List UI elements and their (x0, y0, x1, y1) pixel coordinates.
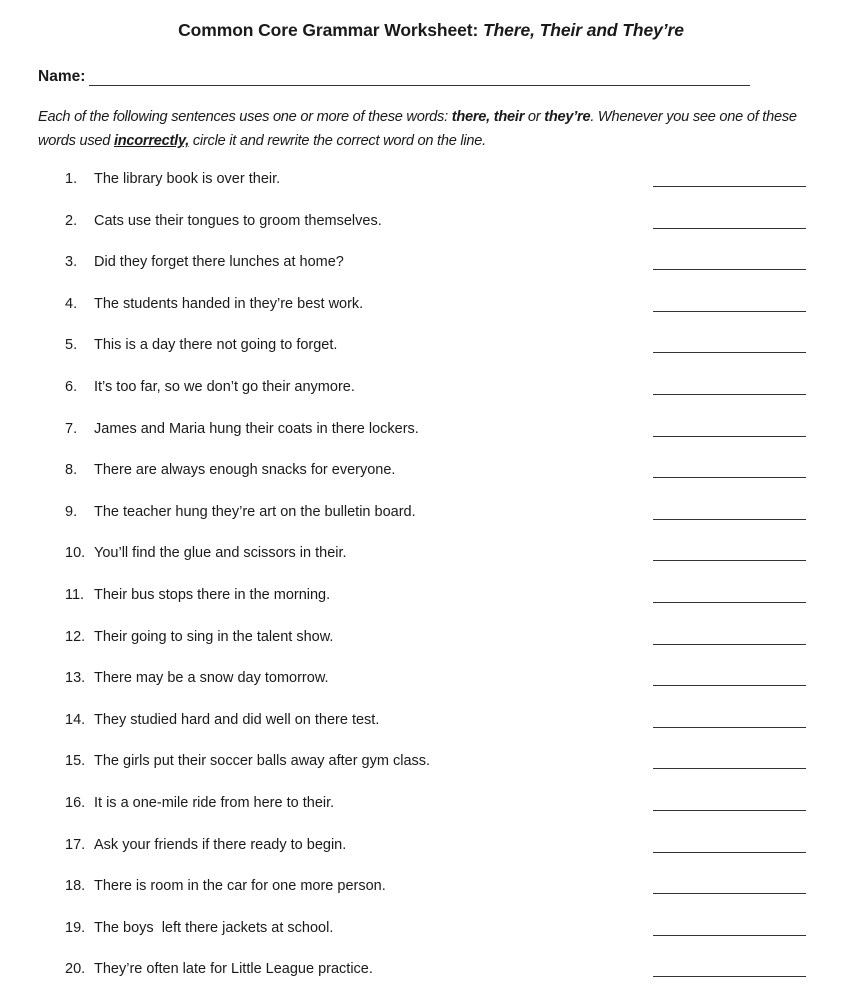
question-number: 7. (65, 420, 78, 437)
question-item (0, 753, 862, 795)
name-row (38, 64, 750, 86)
answer-line[interactable] (653, 311, 806, 312)
instructions-text-1: Each of the following sentences uses one or more of these words: (38, 109, 452, 125)
question-sentence: They studied hard and did well on there test. (94, 711, 380, 728)
question-item (0, 504, 862, 546)
question-sentence: There is room in the car for one more person. (94, 878, 386, 895)
question-item (0, 462, 862, 504)
question-sentence: There may be a snow day tomorrow. (94, 670, 329, 687)
question-sentence: They’re often late for Little League practice. (94, 961, 373, 978)
question-sentence: There are always enough snacks for everyone. (94, 462, 396, 479)
question-sentence: Ask your friends if there ready to begin. (94, 836, 347, 853)
answer-line[interactable] (653, 644, 806, 645)
answer-line[interactable] (653, 394, 806, 395)
answer-line[interactable] (653, 727, 806, 728)
instructions-text-4: circle it and rewrite the correct word on the line. (189, 133, 486, 149)
question-item (0, 171, 862, 213)
title-main: Common Core Grammar Worksheet: (178, 20, 483, 40)
answer-line[interactable] (653, 352, 806, 353)
name-answer-line[interactable] (89, 69, 750, 86)
question-number: 3. (65, 254, 78, 271)
question-number: 11. (65, 586, 85, 603)
question-number: 5. (65, 337, 78, 354)
question-sentence: Did they forget there lunches at home? (94, 254, 344, 271)
answer-line[interactable] (653, 436, 806, 437)
question-item (0, 545, 862, 587)
question-sentence: This is a day there not going to forget. (94, 337, 338, 354)
question-item (0, 337, 862, 379)
question-number: 15. (65, 753, 86, 770)
question-number: 8. (65, 462, 78, 479)
question-number: 14. (65, 711, 86, 728)
question-number: 12. (65, 628, 86, 645)
answer-line[interactable] (653, 685, 806, 686)
question-sentence: James and Maria hung their coats in there lockers. (94, 420, 419, 437)
question-item (0, 296, 862, 338)
question-number: 9. (65, 503, 78, 520)
question-sentence: Their going to sing in the talent show. (94, 628, 334, 645)
answer-line[interactable] (653, 186, 806, 187)
question-number: 17. (65, 836, 86, 853)
answer-line[interactable] (653, 976, 806, 977)
answer-line[interactable] (653, 560, 806, 561)
question-number: 10. (65, 545, 86, 562)
question-sentence: Cats use their tongues to groom themselves. (94, 212, 382, 229)
question-item (0, 795, 862, 837)
question-number: 6. (65, 378, 78, 395)
instructions (38, 105, 828, 153)
instructions-text-3: . Whenever you see one of these words used (38, 109, 797, 149)
question-number: 19. (65, 919, 86, 936)
question-sentence: Their bus stops there in the morning. (94, 586, 331, 603)
question-item (0, 878, 862, 920)
answer-line[interactable] (653, 228, 806, 229)
instructions-word-2: they’re (544, 109, 591, 125)
answer-line[interactable] (653, 602, 806, 603)
question-item (0, 213, 862, 255)
question-number: 20. (65, 961, 86, 978)
question-number: 16. (65, 794, 86, 811)
answer-line[interactable] (653, 519, 806, 520)
answer-line[interactable] (653, 768, 806, 769)
question-item (0, 920, 862, 962)
question-item (0, 670, 862, 712)
instructions-text-2: or (524, 109, 545, 125)
answer-line[interactable] (653, 852, 806, 853)
question-item (0, 837, 862, 879)
question-sentence: The boys left there jackets at school. (94, 919, 334, 936)
question-sentence: The library book is over their. (94, 171, 281, 187)
answer-line[interactable] (653, 477, 806, 478)
question-sentence: You’ll find the glue and scissors in their. (94, 545, 347, 562)
question-number: 1. (65, 171, 78, 187)
name-label: Name: (38, 68, 86, 85)
title-italic: There, Their and They’re (482, 20, 684, 40)
question-item (0, 629, 862, 671)
instructions-emphasis: incorrectly, (113, 133, 190, 149)
worksheet-title (0, 20, 862, 41)
question-sentence: The girls put their soccer balls away after gym class. (94, 753, 431, 770)
question-sentence: It is a one-mile ride from here to their. (94, 794, 335, 811)
question-sentence: The students handed in they’re best work. (94, 295, 364, 312)
question-sentence: It’s too far, so we don’t go their anymore. (94, 378, 355, 395)
question-number: 13. (65, 670, 86, 687)
question-number: 4. (65, 295, 78, 312)
question-item (0, 421, 862, 463)
instructions-word-1: there, their (451, 109, 525, 125)
question-number: 18. (65, 878, 86, 895)
question-item (0, 254, 862, 296)
answer-line[interactable] (653, 893, 806, 894)
answer-line[interactable] (653, 269, 806, 270)
question-item (0, 379, 862, 421)
answer-line[interactable] (653, 810, 806, 811)
question-item (0, 587, 862, 629)
question-number: 2. (65, 212, 78, 229)
answer-line[interactable] (653, 935, 806, 936)
question-sentence: The teacher hung they’re art on the bulletin board. (94, 503, 416, 520)
question-item (0, 961, 862, 1003)
question-list (0, 171, 862, 1003)
question-item (0, 712, 862, 754)
